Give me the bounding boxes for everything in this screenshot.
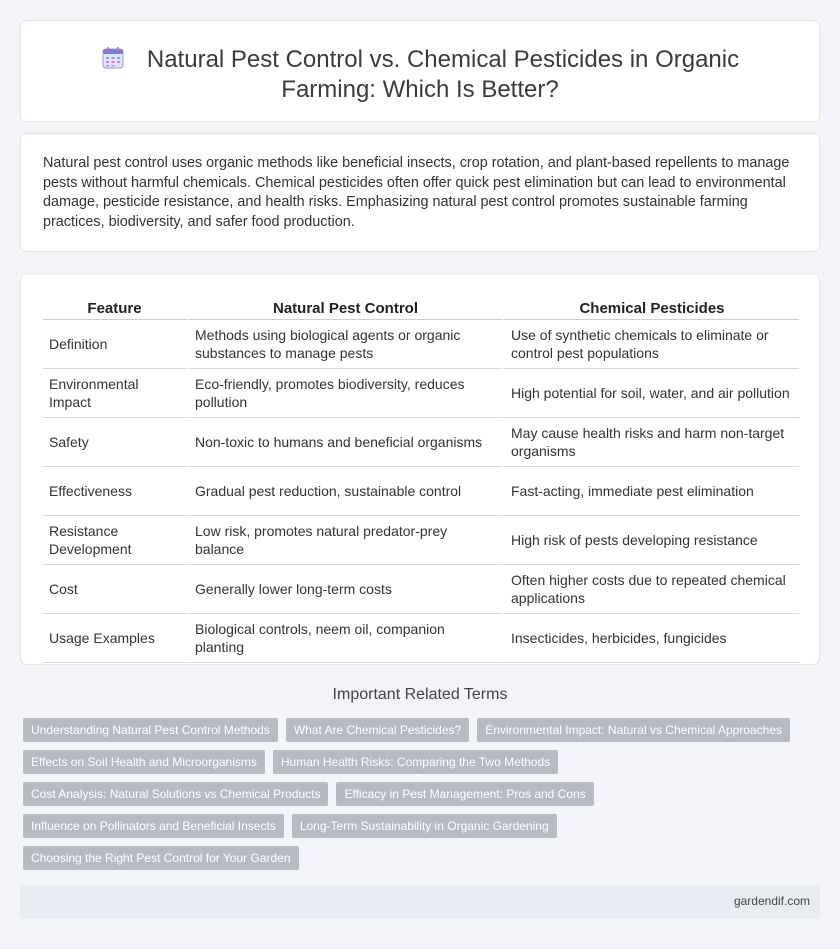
table-row — [43, 467, 799, 516]
comparison-card — [20, 273, 820, 665]
header-natural: Natural Pest Control — [186, 297, 502, 320]
related-term-tag[interactable]: Efficacy in Pest Management: Pros and Cons — [336, 782, 593, 806]
cell-feature: Safety — [43, 418, 186, 467]
related-term-tag[interactable]: Choosing the Right Pest Control for Your Garden — [23, 846, 299, 870]
table-row — [43, 418, 799, 467]
cell-natural: Generally lower long-term costs — [186, 565, 502, 614]
cell-chemical: Fast-acting, immediate pest elimination — [502, 467, 799, 516]
related-term-tag[interactable]: Cost Analysis: Natural Solutions vs Chemical Products — [23, 782, 328, 806]
footer-site-link[interactable]: gardendif.com — [733, 894, 810, 908]
cell-natural: Gradual pest reduction, sustainable control — [186, 467, 502, 516]
cell-chemical: High risk of pests developing resistance — [502, 516, 799, 565]
cell-chemical: Often higher costs due to repeated chemical applications — [502, 565, 799, 614]
related-term-tag[interactable]: Long-Term Sustainability in Organic Gardening — [292, 814, 557, 838]
intro-card — [20, 133, 820, 252]
related-term-tag[interactable]: Effects on Soil Health and Microorganisms — [23, 750, 265, 774]
footer — [20, 885, 820, 919]
page-title: Natural Pest Control vs. Chemical Pesticides in Organic Farming: Which Is Better? — [146, 46, 740, 103]
related-terms-list — [23, 718, 813, 878]
cell-natural: Non-toxic to humans and beneficial organisms — [186, 418, 502, 467]
table-header-row — [43, 297, 799, 320]
related-term-tag[interactable]: Understanding Natural Pest Control Methods — [23, 718, 278, 742]
cell-natural: Biological controls, neem oil, companion planting — [186, 614, 502, 663]
cell-natural: Methods using biological agents or organic substances to manage pests — [186, 320, 502, 369]
header-chemical: Chemical Pesticides — [502, 297, 799, 320]
cell-feature: Cost — [43, 565, 186, 614]
intro-paragraph: Natural pest control uses organic methods like beneficial insects, crop rotation, and plant-based repellents to manage pests without harmful chemicals. Chemical pesticides often offer quick pest elimination but can lead to environmental damage, pesticide resistance, and health risks. Emphasizing natural pest control promotes sustainable farming practices, biodiversity, and safer food production. — [43, 155, 790, 230]
related-term-tag[interactable]: What Are Chemical Pesticides? — [286, 718, 469, 742]
cell-feature: Usage Examples — [43, 614, 186, 663]
comparison-table — [43, 297, 799, 663]
header-feature: Feature — [43, 297, 186, 320]
tag-row — [23, 750, 813, 774]
cell-feature: Environmental Impact — [43, 369, 186, 418]
table-row — [43, 369, 799, 418]
table-row — [43, 516, 799, 565]
table-row — [43, 320, 799, 369]
tag-row — [23, 718, 813, 742]
page-title-wrap — [51, 45, 789, 105]
cell-chemical: May cause health risks and harm non-target organisms — [502, 418, 799, 467]
cell-feature: Effectiveness — [43, 467, 186, 516]
table-row — [43, 614, 799, 663]
tag-row — [23, 846, 813, 870]
cell-natural: Eco-friendly, promotes biodiversity, reduces pollution — [186, 369, 502, 418]
cell-chemical: Insecticides, herbicides, fungicides — [502, 614, 799, 663]
related-term-tag[interactable]: Influence on Pollinators and Beneficial Insects — [23, 814, 284, 838]
related-term-tag[interactable]: Environmental Impact: Natural vs Chemical Approaches — [477, 718, 790, 742]
cell-chemical: High potential for soil, water, and air pollution — [502, 369, 799, 418]
title-card — [20, 20, 820, 122]
cell-natural: Low risk, promotes natural predator-prey balance — [186, 516, 502, 565]
related-terms-title: Important Related Terms — [332, 686, 508, 703]
cell-chemical: Use of synthetic chemicals to eliminate or control pest populations — [502, 320, 799, 369]
tag-row — [23, 814, 813, 838]
cell-feature: Definition — [43, 320, 186, 369]
calendar-icon — [101, 46, 125, 70]
table-row — [43, 565, 799, 614]
cell-feature: Resistance Development — [43, 516, 186, 565]
related-term-tag[interactable]: Human Health Risks: Comparing the Two Methods — [273, 750, 558, 774]
tag-row — [23, 782, 813, 806]
